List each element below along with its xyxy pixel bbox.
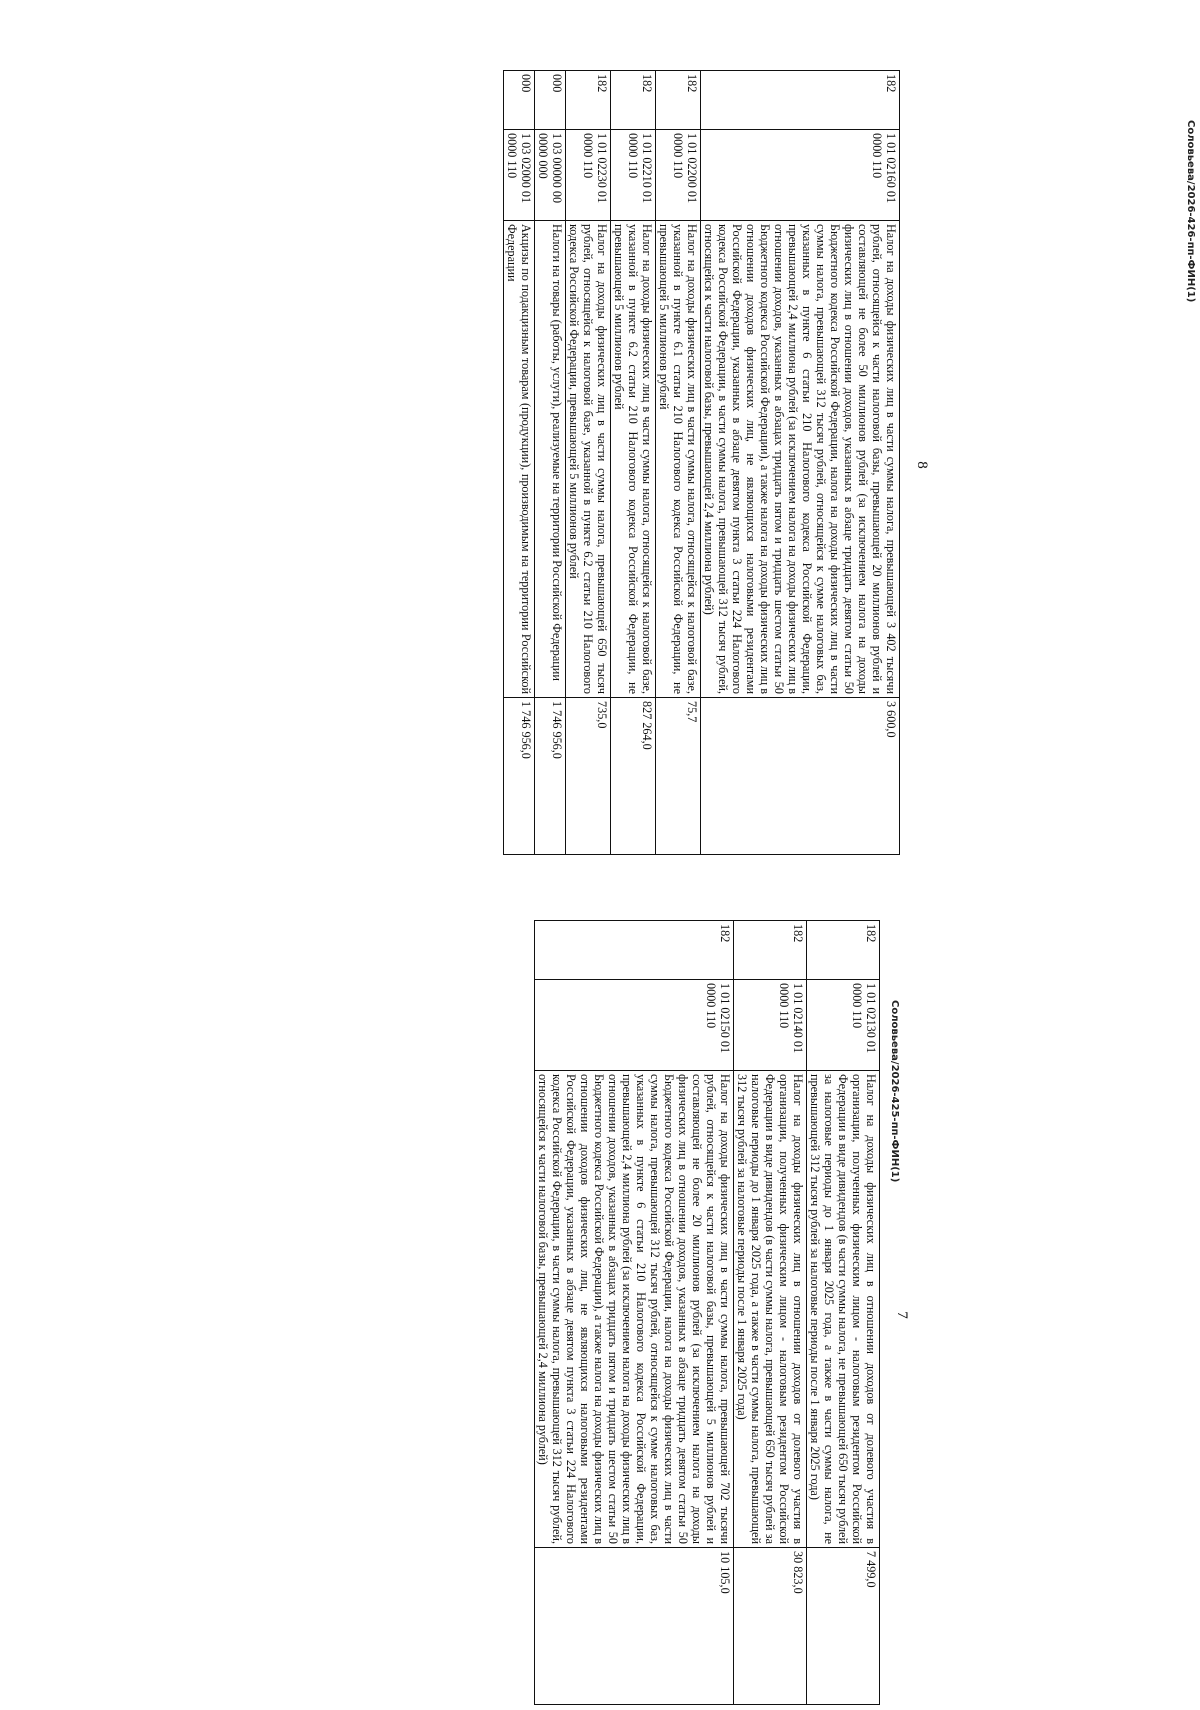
- document-page-8: [50, 70, 930, 860]
- amount-cell: 1 746 956,0: [535, 698, 566, 855]
- document-page-7: [50, 920, 910, 1710]
- table-row: [611, 71, 656, 855]
- revenue-name-cell: Налог на доходы физических лиц в части суммы налога, относящейся к налоговой базе, указанной в пункте 6.2 статьи 210 Налогового кодекса Российской Федерации, не превышающей 5 миллионов рублей: [611, 221, 656, 698]
- admin-code-cell: 000: [504, 71, 535, 130]
- table-row: [566, 71, 611, 855]
- document-footer-label: Соловьева/2026-425-пп-ФИН(1): [889, 1000, 900, 1183]
- amount-cell: 827 264,0: [611, 698, 656, 855]
- revenue-name-cell: Налог на доходы физических лиц в части суммы налога, превышающей 650 тысяч рублей, относящейся к налоговой базе, указанной в пункте 6.2 статьи 210 Налогового кодекса Российской Федерации, превышающей 5 миллионов рублей: [566, 221, 611, 698]
- budget-code-cell: 1 01 02210 01 0000 110: [611, 130, 656, 221]
- admin-code-cell: 000: [535, 71, 566, 130]
- page-number: 8: [914, 461, 930, 469]
- admin-code-cell: 182: [566, 71, 611, 130]
- budget-code-cell: 1 01 02230 01 0000 110: [566, 130, 611, 221]
- budget-code-cell: 1 01 02140 01 0000 110: [734, 980, 807, 1071]
- admin-code-cell: 182: [701, 71, 900, 130]
- budget-code-cell: 1 01 02160 01 0000 110: [701, 130, 900, 221]
- budget-code-cell: 1 03 02000 01 0000 110: [504, 130, 535, 221]
- table-row: [656, 71, 701, 855]
- revenue-name-cell: Налог на доходы физических лиц в части суммы налога, превышающей 702 тысячи рублей, относящейся к части налоговой базы, превышающей 5 миллионов рублей и составляющей не более 20 миллионов рублей (за исключением налога на доходы физических лиц в отношении доходов, указанных в абзаце тридцать девятом статьи 50 Бюджетного кодекса Российской Федерации, налога на доходы физических лиц в части суммы налога, превышающей 312 тысяч рублей, относящейся к сумме налоговых баз, указанных в пункте 6 статьи 210 Налогового кодекса Российской Федерации, превышающей 2,4 миллиона рублей (за исключением налога на доходы физических лиц в отношении доходов, указанных в абзацах тридцать пятом и тридцать шестом статьи 50 Бюджетного кодекса Российской Федерации), а также налога на доходы физических лиц в отношении доходов физических лиц, не являющихся налоговыми резидентами Российской Федерации, указанных в абзаце девятом пункта 3 статьи 224 Налогового кодекса Российской Федерации, в части суммы налога, превышающей 312 тысяч рублей, относящейся к части налоговой базы, превышающей 2,4 миллиона рублей): [535, 1071, 734, 1548]
- table-row: [734, 921, 807, 1705]
- table-row: [504, 71, 535, 855]
- revenue-name-cell: Налоги на товары (работы, услуги), реализуемые на территории Российской Федерации: [535, 221, 566, 698]
- amount-cell: 75,7: [656, 698, 701, 855]
- revenue-name-cell: Налог на доходы физических лиц в части суммы налога, превышающей 3 402 тысячи рублей, относящейся к части налоговой базы, превышающей 20 миллионов рублей и составляющей не более 50 миллионов рублей (за исключением налога на доходы физических лиц в отношении доходов, указанных в абзаце тридцать девятом статьи 50 Бюджетного кодекса Российской Федерации, налога на доходы физических лиц в части суммы налога, превышающей 312 тысяч рублей, относящейся к сумме налоговых баз, указанных в пункте 6 статьи 210 Налогового кодекса Российской Федерации, превышающей 2,4 миллиона рублей (за исключением налога на доходы физических лиц в отношении доходов, указанных в абзацах тридцать пятом и тридцать шестом статьи 50 Бюджетного кодекса Российской Федерации), а также налога на доходы физических лиц в отношении доходов физических лиц, не являющихся налоговыми резидентами Российской Федерации, указанных в абзаце девятом пункта 3 статьи 224 Налогового кодекса Российской Федерации, в части суммы налога, превышающей 312 тысяч рублей, относящейся к части налоговой базы, превышающей 2,4 миллиона рублей): [701, 221, 900, 698]
- amount-cell: 3 600,0: [701, 698, 900, 855]
- amount-cell: 7 499,0: [807, 1548, 880, 1705]
- revenue-name-cell: Налог на доходы физических лиц в части суммы налога, относящейся к налоговой базе, указанной в пункте 6.1 статьи 210 Налогового кодекса Российской Федерации, не превышающей 5 миллионов рублей: [656, 221, 701, 698]
- revenue-name-cell: Налог на доходы физических лиц в отношении доходов от долевого участия в организации, полученных физическим лицом - налоговым резидентом Российской Федерации в виде дивидендов (в части суммы налога, превышающей 650 тысяч рублей за налоговые периоды до 1 января 2025 года, а также в части суммы налога, превышающей 312 тысяч рублей за налоговые периоды после 1 января 2025 года): [734, 1071, 807, 1548]
- revenue-name-cell: Налог на доходы физических лиц в отношении доходов от долевого участия в организации, полученных физическим лицом - налоговым резидентом Российской Федерации в виде дивидендов (в части суммы налога, не превышающей 650 тысяч рублей за налоговые периоды до 1 января 2025 года, а также в части суммы налога, не превышающей 312 тысяч рублей за налоговые периоды после 1 января 2025 года): [807, 1071, 880, 1548]
- table-row: [807, 921, 880, 1705]
- amount-cell: 30 823,0: [734, 1548, 807, 1705]
- admin-code-cell: 182: [807, 921, 880, 980]
- admin-code-cell: 182: [535, 921, 734, 980]
- revenue-table: [503, 70, 900, 855]
- amount-cell: 1 746 956,0: [504, 698, 535, 855]
- revenue-name-cell: Акцизы по подакцизным товарам (продукции), производимым на территории Российской Федерации: [504, 221, 535, 698]
- table-row: [701, 71, 900, 855]
- document-footer-label: Соловьева/2026-426-пп-ФИН(1): [1185, 120, 1196, 303]
- table-row: [535, 921, 734, 1705]
- budget-code-cell: 1 01 02130 01 0000 110: [807, 980, 880, 1071]
- budget-code-cell: 1 03 00000 00 0000 000: [535, 130, 566, 221]
- revenue-table: [534, 920, 880, 1705]
- amount-cell: 735,0: [566, 698, 611, 855]
- budget-code-cell: 1 01 02200 01 0000 110: [656, 130, 701, 221]
- page-number: 7: [894, 1311, 910, 1319]
- table-row: [535, 71, 566, 855]
- amount-cell: 10 105,0: [535, 1548, 734, 1705]
- admin-code-cell: 182: [656, 71, 701, 130]
- admin-code-cell: 182: [611, 71, 656, 130]
- admin-code-cell: 182: [734, 921, 807, 980]
- budget-code-cell: 1 01 02150 01 0000 110: [535, 980, 734, 1071]
